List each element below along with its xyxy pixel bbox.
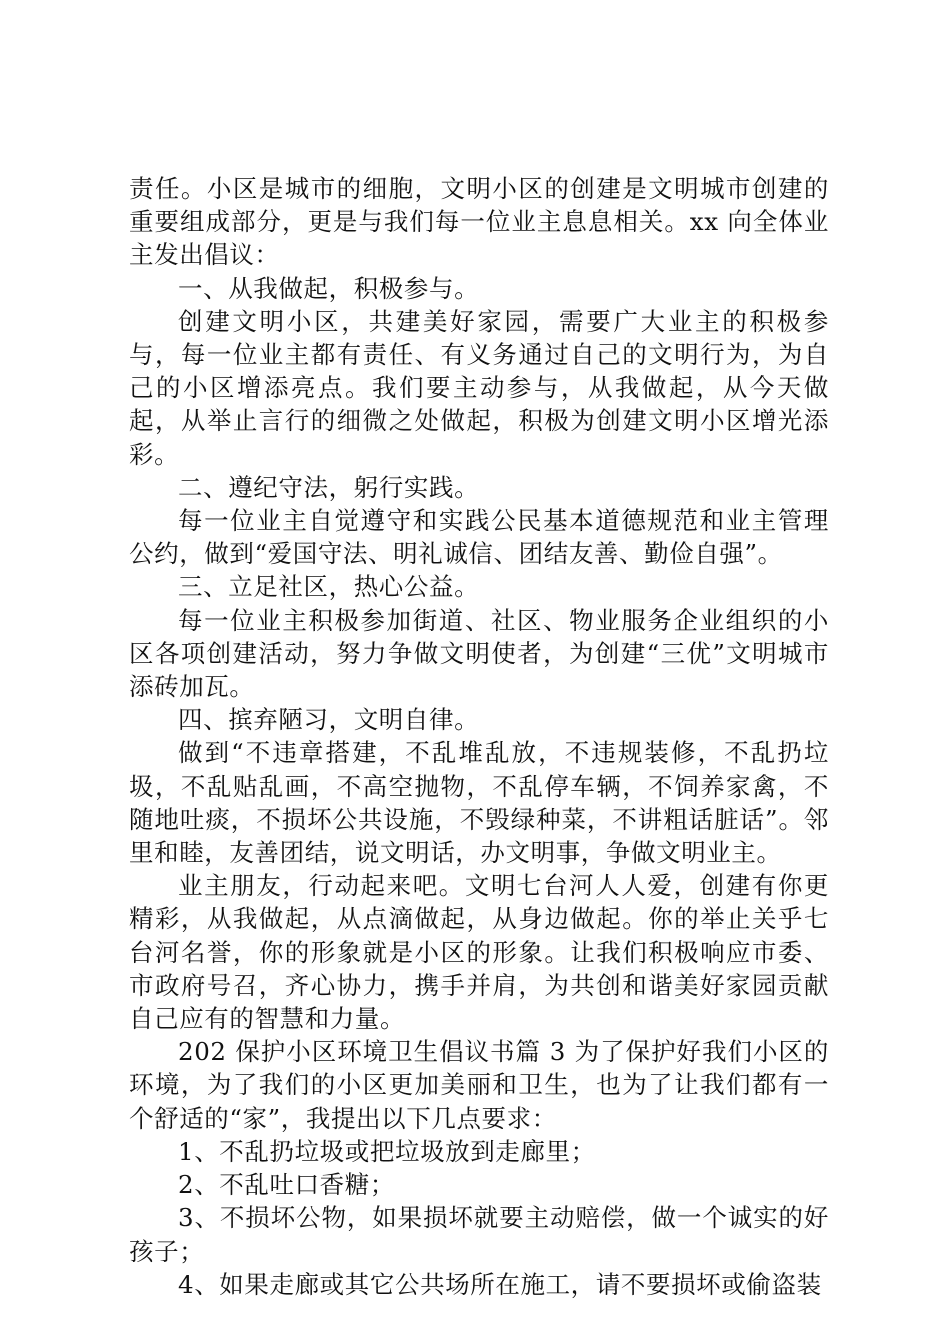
paragraph-intro: 责任。小区是城市的细胞，文明小区的创建是文明城市创建的重要组成部分，更是与我们每一位业主息息相关。xx 向全体业主发出倡议： — [129, 174, 829, 270]
heading-four: 四、摈弃陋习，文明自律。 — [178, 705, 480, 735]
paragraph-one: 创建文明小区，共建美好家园，需要广大业主的积极参与，每一位业主都有责任、有义务通过自己的文明行为，为自己的小区增添亮点。我们要主动参与，从我做起，从今天做起，从举止言行的细微之处做起，积极为创建文明小区增光添彩。 — [129, 306, 829, 469]
list-item-4: 4、如果走廊或其它公共场所在施工，请不要损坏或偷盗装 — [178, 1269, 822, 1299]
list-item-1: 1、不乱扔垃圾或把垃圾放到走廊里； — [178, 1136, 596, 1166]
heading-three: 三、立足社区，热心公益。 — [178, 572, 480, 602]
heading-one: 一、从我做起，积极参与。 — [178, 273, 480, 303]
paragraph-two: 每一位业主自觉遵守和实践公民基本道德规范和业主管理公约，做到“爱国守法、明礼诚信、团结友善、勤俭自强”。 — [129, 506, 829, 569]
document-body — [129, 172, 829, 1301]
paragraph-three: 每一位业主积极参加街道、社区、物业服务企业组织的小区各项创建活动，努力争做文明使者，为创建“三优”文明城市添砖加瓦。 — [129, 605, 829, 702]
list-item-3: 3、不损坏公物，如果损坏就要主动赔偿，做一个诚实的好孩子； — [129, 1203, 829, 1266]
heading-two: 二、遵纪守法，躬行实践。 — [178, 472, 480, 502]
paragraph-four: 做到“不违章搭建，不乱堆乱放，不违规装修，不乱扔垃圾，不乱贴乱画，不高空抛物，不乱停车辆，不饲养家禽，不随地吐痰，不损坏公共设施，不毁绿种菜，不讲粗话脏话”。邻里和睦，友善团结，说文明话，办文明事，争做文明业主。 — [129, 738, 829, 868]
list-item-2: 2、不乱吐口香糖； — [178, 1170, 395, 1200]
paragraph-section-3-intro: 202 保护小区环境卫生倡议书篇 3 为了保护好我们小区的环境，为了我们的小区更加美丽和卫生，也为了让我们都有一个舒适的“家”，我提出以下几点要求： — [129, 1037, 829, 1133]
paragraph-call-to-action: 业主朋友，行动起来吧。文明七台河人人爱，创建有你更精彩，从我做起，从点滴做起，从身边做起。你的举止关乎七台河名誉，你的形象就是小区的形象。让我们积极响应市委、市政府号召，齐心协力，携手并肩，为共创和谐美好家园贡献自己应有的智慧和力量。 — [129, 871, 829, 1034]
